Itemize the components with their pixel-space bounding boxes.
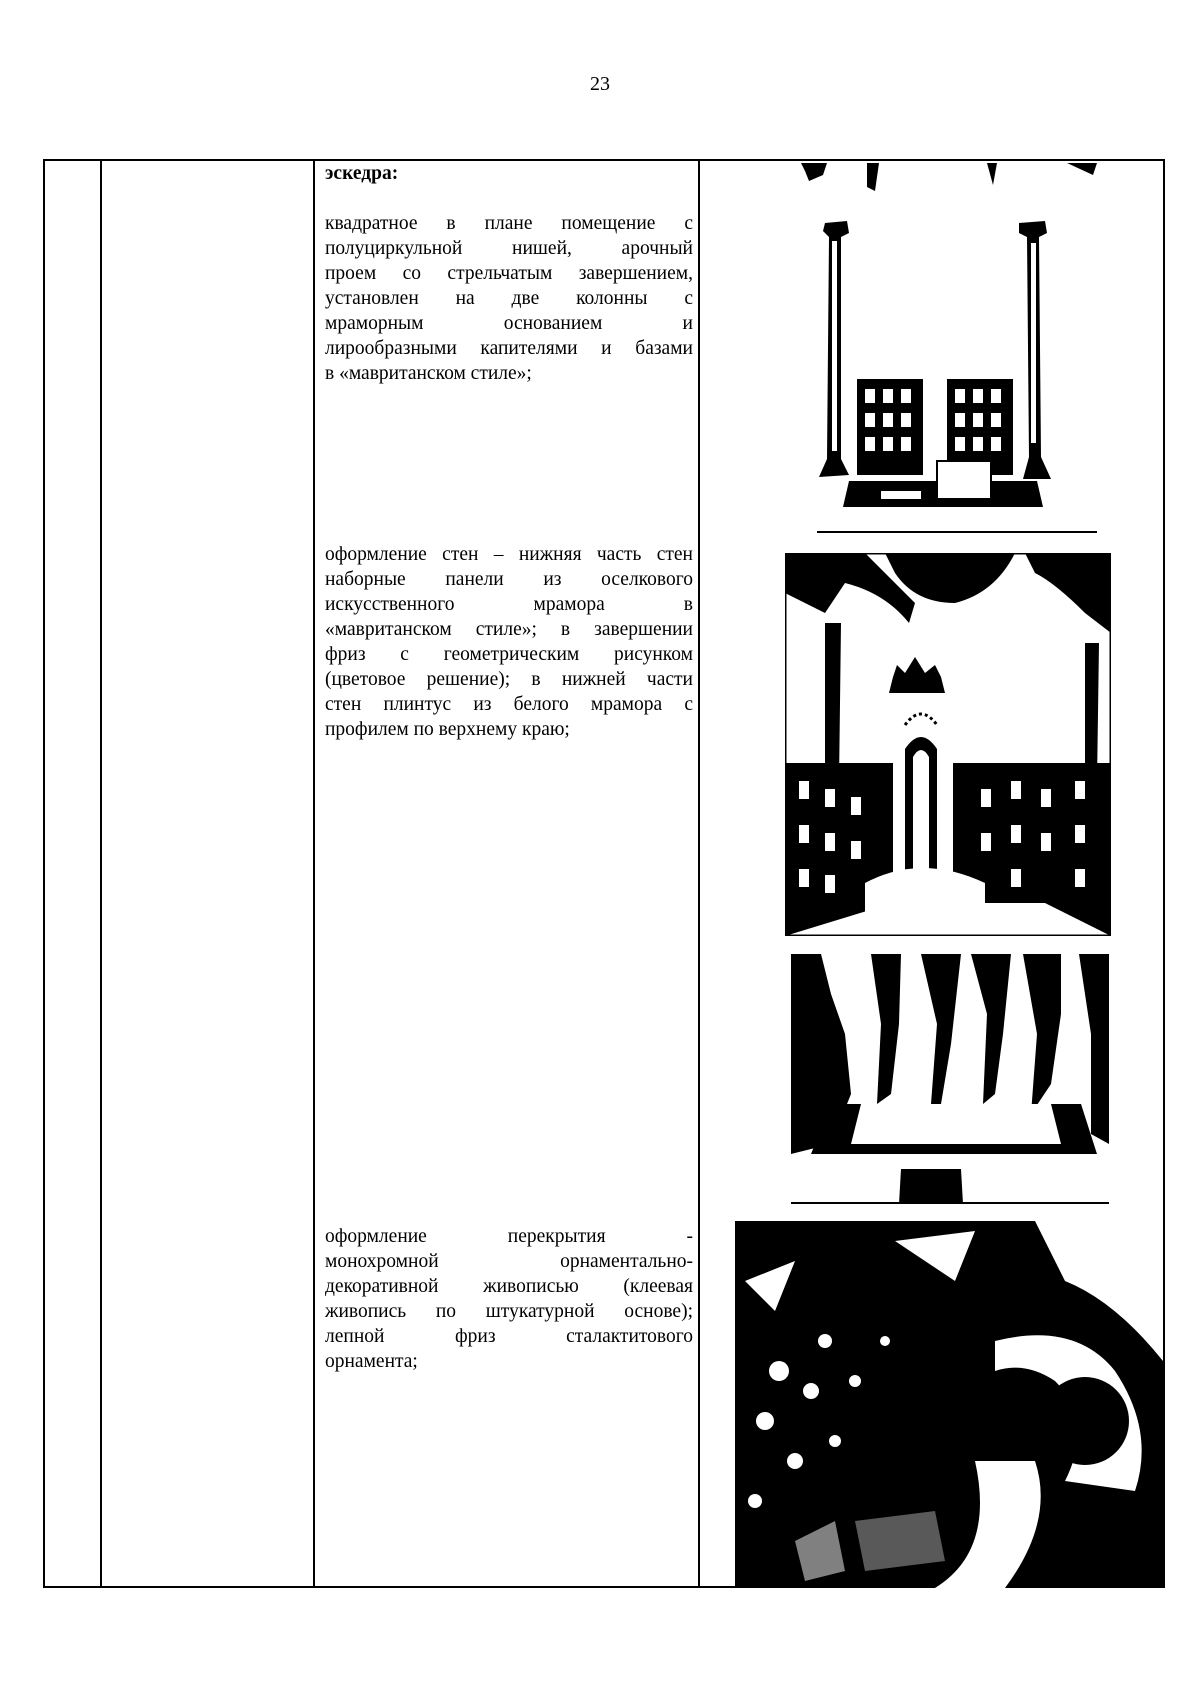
paragraph-line: в «мавританском стиле»; <box>325 363 532 384</box>
paragraph-line: лепной фриз сталактитового <box>325 1326 693 1347</box>
photo-1 <box>797 161 1107 533</box>
paragraph-line: орнамента; <box>325 1351 418 1372</box>
paragraph-line: декоративной живописью (клеевая <box>325 1276 693 1297</box>
description-paragraph <box>325 211 693 386</box>
paragraph-line: проем со стрельчатым завершением, <box>325 263 693 284</box>
column-divider <box>100 161 102 1586</box>
heritage-table <box>43 159 1165 1588</box>
paragraph-line: мраморным основанием и <box>325 313 693 334</box>
paragraph-line: полуциркульной нишей, арочный <box>325 238 693 259</box>
paragraph-line: оформление стен – нижняя часть стен <box>325 544 693 565</box>
paragraph-line: установлен на две колонны с <box>325 288 693 309</box>
paragraph-line: живопись по штукатурной основе); <box>325 1301 693 1322</box>
page-number: 23 <box>590 73 610 95</box>
paragraph-line: искусственного мрамора в <box>325 594 693 615</box>
paragraph-line: «мавританском стиле»; в завершении <box>325 619 693 640</box>
column-divider <box>313 161 315 1586</box>
photo-2 <box>785 553 1111 936</box>
paragraph-line: наборные панели из оселкового <box>325 569 693 590</box>
paragraph-line: монохромной орнаментально- <box>325 1251 693 1272</box>
paragraph-line: профилем по верхнему краю; <box>325 719 570 740</box>
photo-3 <box>791 954 1109 1204</box>
paragraph-line: (цветовое решение); в нижней части <box>325 669 693 690</box>
description-paragraph <box>325 542 693 742</box>
photo-4 <box>735 1221 1163 1588</box>
paragraph-line: стен плинтус из белого мрамора с <box>325 694 693 715</box>
description-paragraph <box>325 1224 693 1374</box>
column-divider <box>698 161 700 1586</box>
paragraph-line: фриз с геометрическим рисунком <box>325 644 693 665</box>
paragraph-line: оформление перекрытия - <box>325 1226 693 1247</box>
paragraph-line: лирообразными капителями и базами <box>325 338 693 359</box>
paragraph-line: квадратное в плане помещение с <box>325 213 693 234</box>
section-title: эскедра: <box>325 163 399 184</box>
